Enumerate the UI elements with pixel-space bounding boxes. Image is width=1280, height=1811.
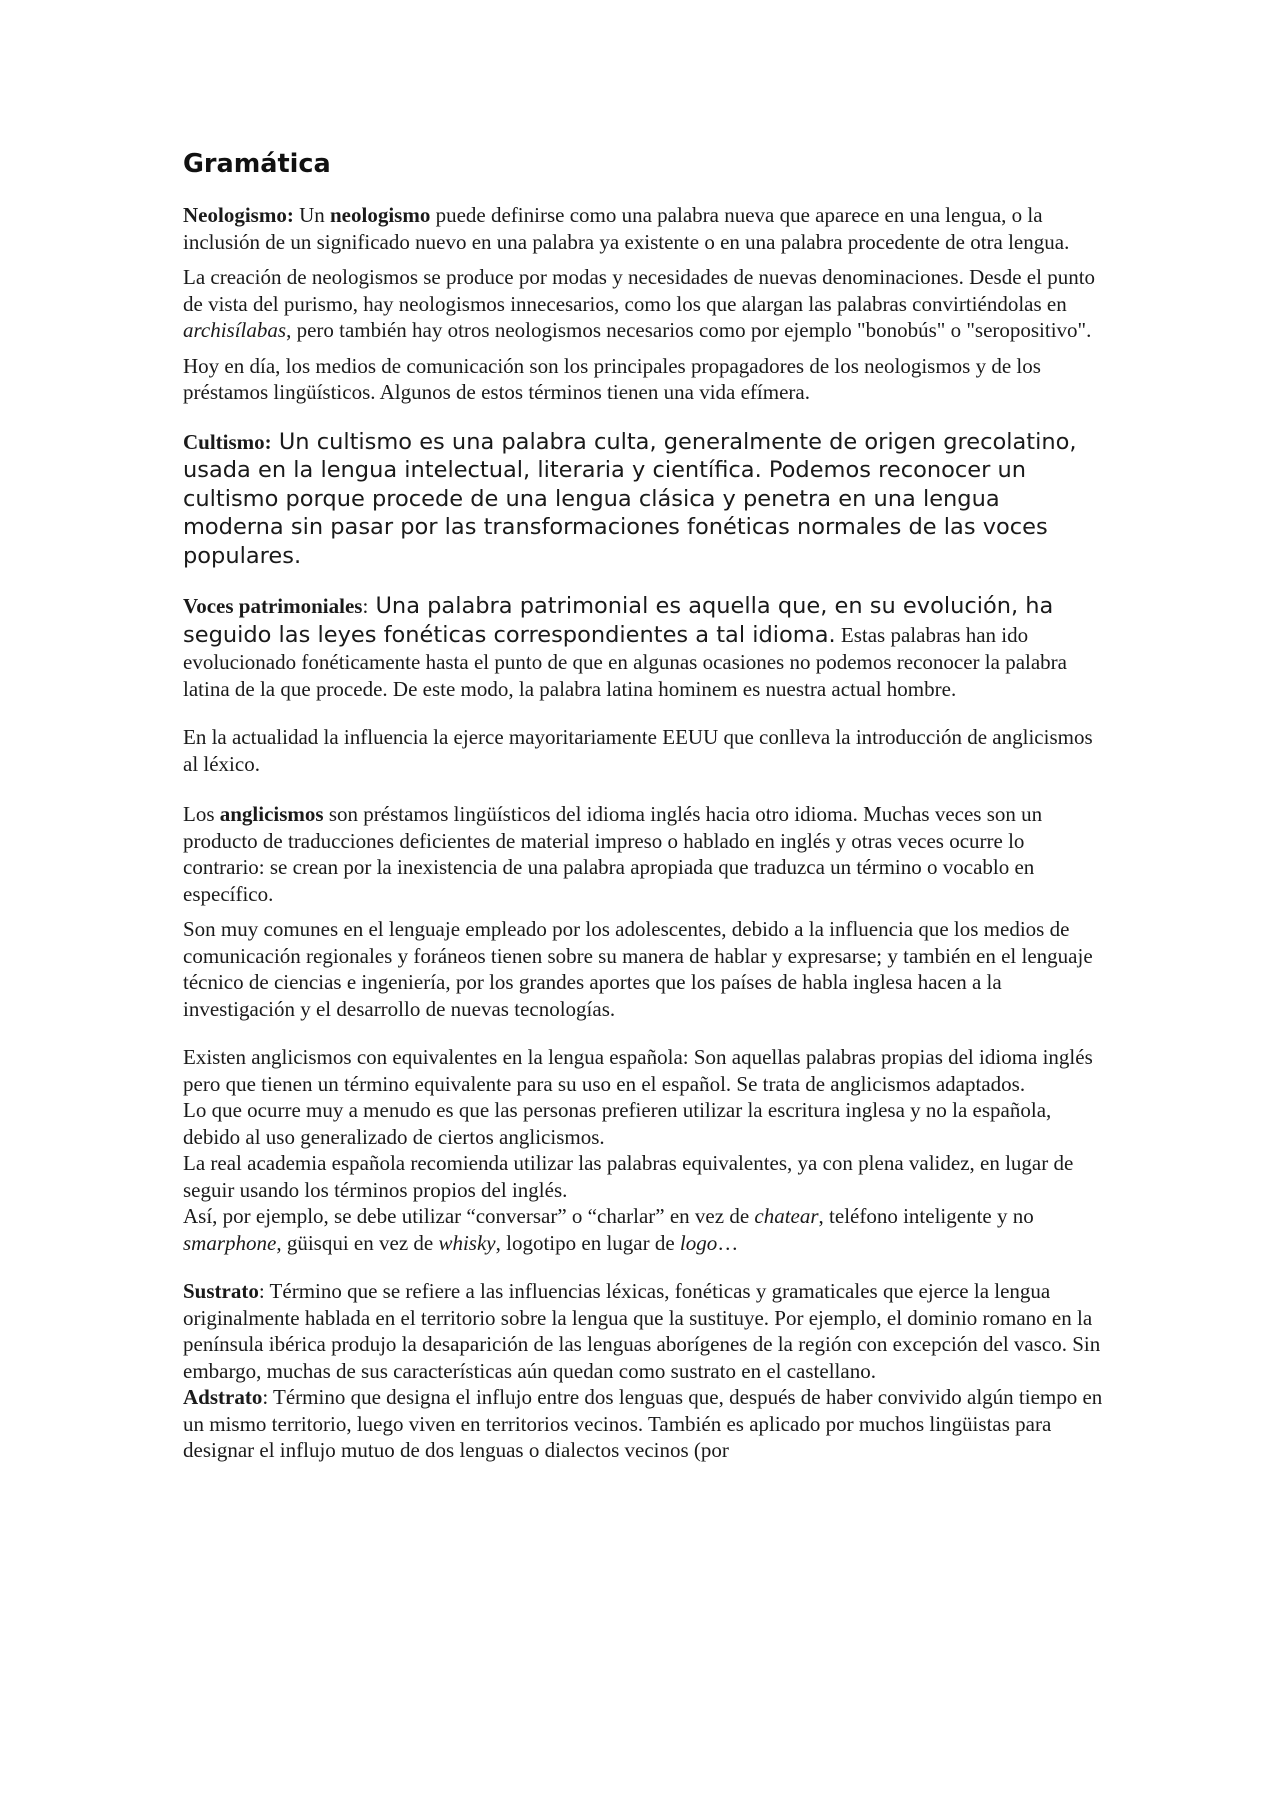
sustrato-adstrato-block (183, 1278, 1103, 1464)
sustrato-term: Sustrato (183, 1279, 259, 1303)
voces-colon: : (362, 594, 369, 618)
voces-text-serif: Estas palabras han ido evolucionado fonéticamente hasta el punto de que en algunas ocasiones no podemos reconocer la palabra latina de la que procede. De este modo, la palabra latina hominem es nuestra actual hombre. (183, 622, 1067, 701)
eq-text-e: … (717, 1230, 739, 1255)
cultismo-text: Un cultismo es una palabra culta, generalmente de origen grecolatino, usada en la lengua intelectual, literaria y científica. Podemos reconocer un cultismo porque procede de una lengua clásica y penetra en una lengua moderna sin pasar por las transformaciones fonéticas normales de las voces populares. (183, 428, 1077, 569)
eq-text-a: Así, por ejemplo, se debe utilizar “conversar” o “charlar” en vez de (183, 1204, 755, 1228)
sustrato-text: : Término que se refiere a las influencias léxicas, fonéticas y gramaticales que ejerce la lengua originalmente hablada en el territorio sobre la lengua que la sustituye. Por ejemplo, el dominio romano en la península ibérica produjo la desaparición de las lenguas aborígenes de la región con excepción del vasco. Sin embargo, muchas de sus características aún quedan como sustrato en el castellano. (183, 1279, 1101, 1383)
eq-italic-chatear: chatear (754, 1204, 819, 1228)
eq-text-d: , logotipo en lugar de (495, 1230, 680, 1255)
neologismo-paragraph-3: Hoy en día, los medios de comunicación son los principales propagadores de los neologismos y de los préstamos lingüísticos. Algunos de estos términos tienen una vida efímera. (183, 353, 1041, 404)
eq-italic-whisky: whisky (438, 1230, 496, 1255)
actualidad-paragraph: En la actualidad la influencia la ejerce mayoritariamente EEUU que conlleva la introducción de anglicismos al léxico. (183, 725, 1093, 776)
adstrato-paragraph (183, 1384, 1103, 1464)
equivalentes-block (183, 1044, 1103, 1256)
eq-text-c: , güisqui en vez de (276, 1230, 439, 1255)
voces-term: Voces patrimoniales (183, 594, 363, 618)
neologismo-text-a: Un (293, 203, 330, 227)
voces-text-sans: Una palabra patrimonial es aquella que, en su evolución, ha seguido las leyes fonéticas correspondientes a tal idioma. (183, 593, 1054, 648)
neologismo-paragraph-1 (183, 202, 1103, 255)
anglicismos-text-b: son préstamos lingüísticos del idioma inglés hacia otro idioma. Muchas veces son un producto de traducciones deficientes de material impreso o hablado en inglés y otras veces ocurre lo contrario: se crean por la inexistencia de una palabra apropiada que traduzca un término o vocablo en específico. (183, 802, 1043, 906)
cultismo-term: Cultismo: (183, 429, 272, 454)
anglicismos-paragraph-2: Son muy comunes en el lenguaje empleado por los adolescentes, debido a la influencia que los medios de comunicación regionales y foráneos tienen sobre su manera de hablar y expresarse; y también en el lenguaje técnico de ciencias e ingeniería, por los grandes aportes que los países de habla inglesa hacen a la investigación y el desarrollo de nuevas tecnologías. (183, 917, 1093, 1021)
eq-italic-smarphone: smarphone (183, 1230, 277, 1255)
eq-text-b: , teléfono inteligente y no (818, 1204, 1034, 1228)
page-title: Gramática (183, 149, 331, 179)
cultismo-paragraph (183, 428, 1103, 571)
equivalentes-line-2: Lo que ocurre muy a menudo es que las personas prefieren utilizar la escritura inglesa y no la española, debido al uso generalizado de ciertos anglicismos. (183, 1098, 1052, 1149)
adstrato-text: : Término que designa el influjo entre dos lenguas que, después de haber convivido algún tiempo en un mismo territorio, luego viven en territorios vecinos. También es aplicado por muchos lingüistas para designar el influjo mutuo de dos lenguas o dialectos vecinos (por (183, 1385, 1103, 1462)
document-page (183, 148, 1103, 1464)
anglicismos-bold: anglicismos (219, 802, 324, 826)
neologismo-p2-a: La creación de neologismos se produce por modas y necesidades de nuevas denominaciones. Desde el punto de vista del purismo, hay neologismos innecesarios, como los que alargan las palabras convirtiéndolas en (183, 265, 1096, 316)
equivalentes-line-3: La real academia española recomienda utilizar las palabras equivalentes, ya con plena validez, en lugar de seguir usando los términos propios del inglés. (183, 1151, 1074, 1202)
eq-italic-logo: logo (679, 1230, 718, 1255)
neologismo-p2-italic: archisílabas (183, 318, 287, 342)
neologismo-term: Neologismo: (183, 203, 294, 227)
anglicismos-paragraph-1 (183, 801, 1103, 907)
equivalentes-line-1: Existen anglicismos con equivalentes en la lengua española: Son aquellas palabras propias del idioma inglés pero que tienen un término equivalente para su uso en el español. Se trata de anglicismos adaptados. (183, 1045, 1093, 1096)
voces-paragraph (183, 592, 1103, 702)
equivalentes-line-4 (183, 1203, 1103, 1256)
sustrato-paragraph (183, 1278, 1103, 1384)
adstrato-term: Adstrato (183, 1385, 263, 1409)
neologismo-text-b: puede definirse como una palabra nueva que aparece en una lengua, o la inclusión de un significado nuevo en una palabra ya existente o en una palabra procedente de otra lengua. (183, 203, 1070, 254)
neologismo-p2-b: , pero también hay otros neologismos necesarios como por ejemplo "bonobús" o "seropositivo". (286, 318, 1092, 342)
neologismo-paragraph-2 (183, 264, 1103, 344)
anglicismos-text-a: Los (183, 802, 220, 826)
neologismo-bold: neologismo (330, 203, 431, 227)
